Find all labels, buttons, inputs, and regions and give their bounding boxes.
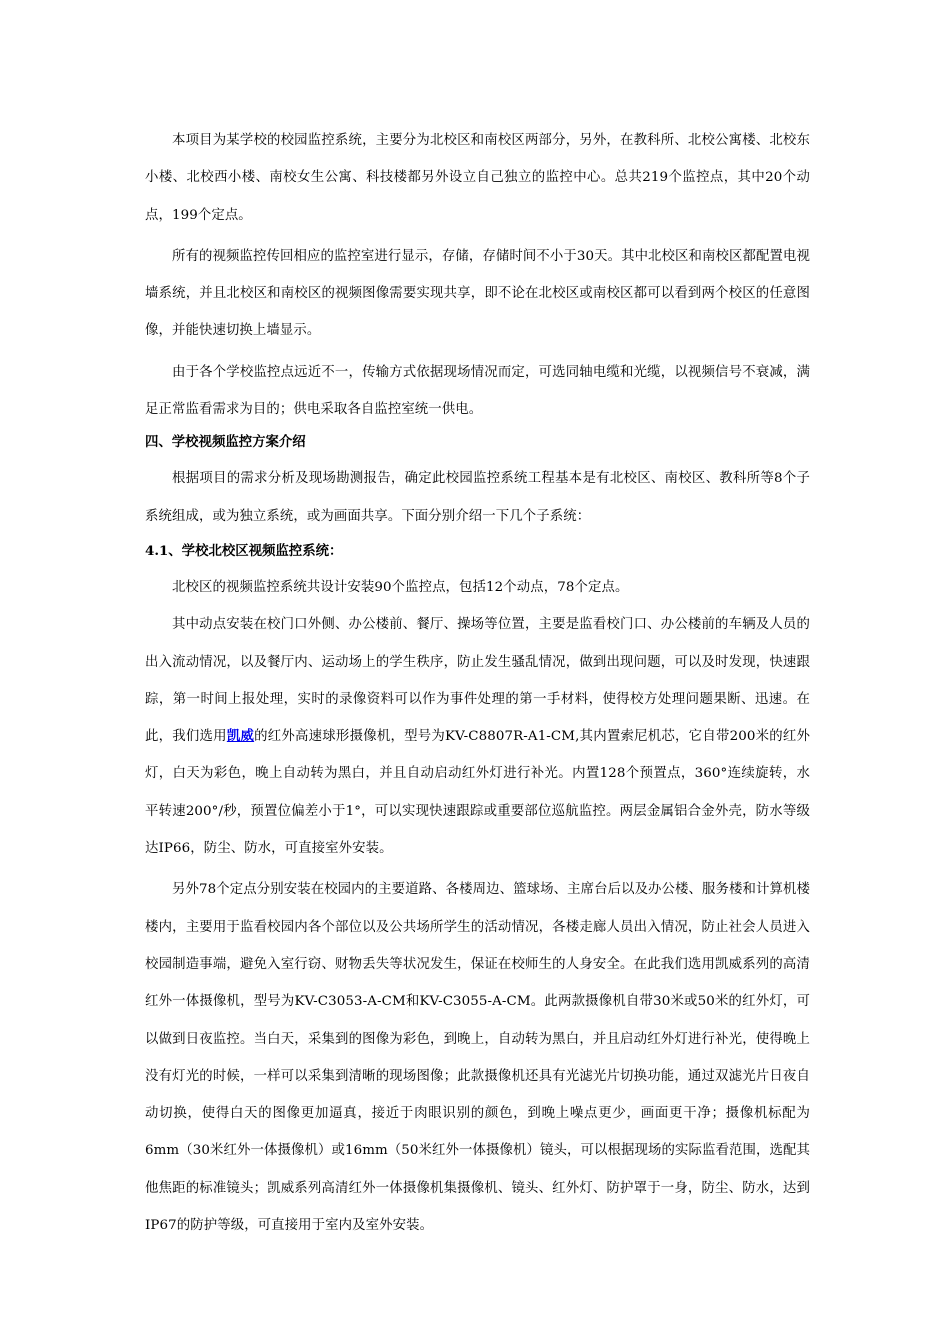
paragraph-north-campus-points: 北校区的视频监控系统共设计安装90个监控点，包括12个动点，78个定点。 (172, 579, 629, 595)
section-heading-4-1: 4.1、学校北校区视频监控系统： (145, 542, 343, 559)
paragraph-subsystems-intro: 根据项目的需求分析及现场勘测报告，确定此校园监控系统工程基本是有北校区、南校区、教科所等8个子系统组成，或为独立系统，或为画面共享。下面分别介绍一下几个子系统： (145, 471, 810, 524)
section-heading-4: 四、学校视频监控方案介绍 (145, 434, 306, 451)
brand-link-kaiwei[interactable]: 凯威 (226, 728, 255, 745)
paragraph-dome-cameras (145, 606, 810, 867)
document-body (145, 122, 810, 1244)
paragraph-transmission: 由于各个学校监控点远近不一，传输方式依据现场情况而定，可选同轴电缆和光缆，以视频信号不衰减，满足正常监看需求为目的；供电采取各自监控室统一供电。 (145, 364, 810, 418)
dome-text-after-link: 的红外高速球形摄像机，型号为KV-C8807R-A1-CM,其内置索尼机芯，它自带200米的红外灯，白天为彩色，晚上自动转为黑白，并且自动启动红外灯进行补光。内置128个预置点，360°连续旋转，水平转速200°/秒，预置位偏差小于1°，可以实现快速跟踪或重要部位巡航监控。两层金属铝合金外壳，防水等级达IP66，防尘、防水，可直接室外安装。 (145, 729, 810, 857)
paragraph-project-overview: 本项目为某学校的校园监控系统，主要分为北校区和南校区两部分，另外，在教科所、北校公寓楼、北校东小楼、北校西小楼、南校女生公寓、科技楼都另外设立自己独立的监控中心。总共219个监控点，其中20个动点，199个定点。 (145, 133, 811, 223)
paragraph-fixed-cameras: 另外78个定点分别安装在校园内的主要道路、各楼周边、篮球场、主席台后以及办公楼、服务楼和计算机楼楼内，主要用于监看校园内各个部位以及公共场所学生的活动情况，各楼走廊人员出入情况，防止社会人员进入校园制造事端，避免入室行窃、财物丢失等状况发生，保证在校师生的人身安全。在此我们选用凯威系列的高清红外一体摄像机，型号为KV-C3053-A-CM和KV-C3055-A-CM。此两款摄像机自带30米或50米的红外灯，可以做到日夜监控。当白天，采集到的图像为彩色，到晚上，自动转为黑白，并且启动红外灯进行补光，使得晚上没有灯光的时候，一样可以采集到清晰的现场图像；此款摄像机还具有光滤光片切换功能，通过双滤光片日夜自动切换，使得白天的图像更加逼真，接近于肉眼识别的颜色，到晚上噪点更少，画面更干净；摄像机标配为6mm（30米红外一体摄像机）或16mm（50米红外一体摄像机）镜头，可以根据现场的实际监看范围，选配其他焦距的标准镜头；凯威系列高清红外一体摄像机集摄像机、镜头、红外灯、防护罩于一身，防尘、防水，达到IP67的防护等级，可直接用于室内及室外安装。 (145, 882, 810, 1234)
paragraph-video-storage: 所有的视频监控传回相应的监控室进行显示，存储，存储时间不小于30天。其中北校区和南校区都配置电视墙系统，并且北校区和南校区的视频图像需要实现共享，即不论在北校区或南校区都可以看到两个校区的任意图像，并能快速切换上墙显示。 (145, 248, 810, 339)
dome-text-before-link: 其中动点安装在校门口外侧、办公楼前、餐厅、操场等位置，主要是监看校门口、办公楼前的车辆及人员的出入流动情况，以及餐厅内、运动场上的学生秩序，防止发生骚乱情况，做到出现问题，可以及时发现，快速跟踪，第一时间上报处理，实时的录像资料可以作为事件处理的第一手材料，使得校方处理问题果断、迅速。在此，我们选用 (145, 617, 810, 745)
